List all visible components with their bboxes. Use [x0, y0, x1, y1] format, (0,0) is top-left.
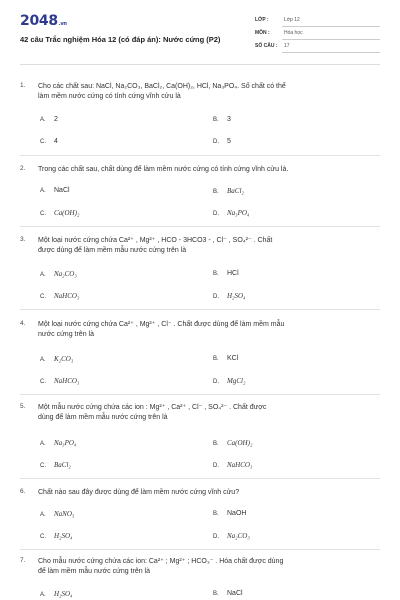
- question-text-line: làm mềm nước cứng có tính cứng vĩnh cửu là: [38, 93, 181, 100]
- question-text-line: dùng để làm mềm mẫu nước cứng trên là: [38, 414, 168, 421]
- document-title: 42 câu Trắc nghiệm Hóa 12 (có đáp án): Nước cứng (P2): [20, 35, 221, 44]
- meta-label: MÔN :: [255, 30, 270, 36]
- option-a[interactable]: A. Na₃PO₄: [40, 439, 77, 447]
- question-divider: [20, 226, 380, 227]
- option-a[interactable]: A. K₂CO₃: [40, 355, 74, 363]
- option-d[interactable]: D. 5: [213, 138, 231, 145]
- question-divider: [20, 478, 380, 479]
- option-b[interactable]: B. NaOH: [213, 510, 247, 517]
- option-a[interactable]: A. NaCl: [40, 187, 70, 194]
- option-c[interactable]: C. 4: [40, 138, 58, 145]
- question-text-line: Một loại nước cứng chứa Ca²⁺ , Mg²⁺ , Cl⁻ . Chất được dùng để làm mềm mẫu: [38, 321, 285, 328]
- question-text: [38, 488, 376, 498]
- option-c[interactable]: C. Ca(OH)₂: [40, 209, 80, 217]
- meta-value: 17: [284, 43, 290, 49]
- option-b[interactable]: B. HCl: [213, 270, 239, 277]
- question-text-line: Cho mẫu nước cứng chứa các ion: Ca²⁺ ; Mg²⁺ ; HCO₃⁻ . Hóa chất được dùng: [38, 558, 284, 565]
- question-text: [38, 82, 376, 102]
- question-divider: [20, 394, 380, 395]
- option-a[interactable]: A. NaNO₃: [40, 510, 75, 518]
- question-text: [38, 236, 376, 256]
- question-text-line: nước cứng trên là: [38, 331, 94, 338]
- option-d[interactable]: D. H₂SO₄: [213, 292, 246, 300]
- option-d[interactable]: D. Na₂CO₃: [213, 532, 250, 540]
- meta-underline: [282, 26, 380, 27]
- option-a[interactable]: A. 2: [40, 116, 58, 123]
- question-text-line: được dùng để làm mềm mẫu nước cứng trên là: [38, 247, 187, 254]
- question-divider: [20, 155, 380, 156]
- question-text: [38, 557, 376, 577]
- option-c[interactable]: C. H₂SO₄: [40, 532, 73, 540]
- option-b[interactable]: B. BaCl₂: [213, 187, 244, 195]
- question-number: 1.: [20, 82, 26, 89]
- question-number: 5.: [20, 403, 26, 410]
- meta-subject: [255, 30, 380, 40]
- question-text: [38, 403, 376, 423]
- option-c[interactable]: C. BaCl₂: [40, 461, 71, 469]
- question-number: 4.: [20, 320, 26, 327]
- meta-label: LỚP :: [255, 17, 269, 23]
- option-a[interactable]: A. H₂SO₄: [40, 590, 73, 598]
- option-a[interactable]: A. Na₂CO₃: [40, 270, 77, 278]
- question-number: 2.: [20, 165, 26, 172]
- question-text-line: để làm mềm mẫu nước cứng trên là: [38, 568, 151, 575]
- question-text: [38, 165, 376, 175]
- header-divider: [20, 64, 380, 65]
- question-number: 3.: [20, 236, 26, 243]
- site-logo[interactable]: 2048.vn: [20, 13, 67, 29]
- meta-value: Hóa học: [284, 30, 303, 36]
- question-divider: [20, 309, 380, 310]
- question-text: [38, 320, 376, 340]
- question-text-line: Trong các chất sau, chất dùng để làm mềm nước cứng có tính cứng vĩnh cửu là.: [38, 166, 289, 173]
- meta-underline: [282, 39, 380, 40]
- option-d[interactable]: D. Na₃PO₄: [213, 209, 250, 217]
- question-divider: [20, 549, 380, 550]
- meta-question-count: [255, 43, 380, 53]
- meta-underline: [282, 52, 380, 53]
- option-d[interactable]: D. MgCl₂: [213, 377, 246, 385]
- option-b[interactable]: B. Ca(OH)₂: [213, 439, 253, 447]
- option-d[interactable]: D. NaHCO₃: [213, 461, 253, 469]
- option-c[interactable]: C. NaHCO₃: [40, 292, 80, 300]
- question-text-line: Chất nào sau đây được dùng để làm mềm nước cứng vĩnh cửu?: [38, 489, 240, 496]
- option-c[interactable]: C. NaHCO₃: [40, 377, 80, 385]
- option-b[interactable]: B. KCl: [213, 355, 239, 362]
- question-text-line: Một loại nước cứng chứa Ca²⁺ , Mg²⁺ , HCO - 3HCO3 - , Cl⁻ , SO₄²⁻ . Chất: [38, 237, 273, 244]
- question-text-line: Cho các chất sau: NaCl, Na₂CO₃, BaCl₂, Ca(OH)₂, HCl, Na₃PO₄. Số chất có thể: [38, 83, 286, 90]
- question-text-line: Một mẫu nước cứng chứa các ion : Mg²⁺ , Ca²⁺ , Cl⁻ , SO₄²⁻ . Chất được: [38, 404, 267, 411]
- option-b[interactable]: B. NaCl: [213, 590, 243, 597]
- meta-label: SỐ CÂU :: [255, 43, 278, 49]
- meta-value: Lớp 12: [284, 17, 300, 23]
- option-b[interactable]: B. 3: [213, 116, 231, 123]
- question-number: 6.: [20, 488, 26, 495]
- meta-class: [255, 17, 380, 27]
- question-number: 7.: [20, 557, 26, 564]
